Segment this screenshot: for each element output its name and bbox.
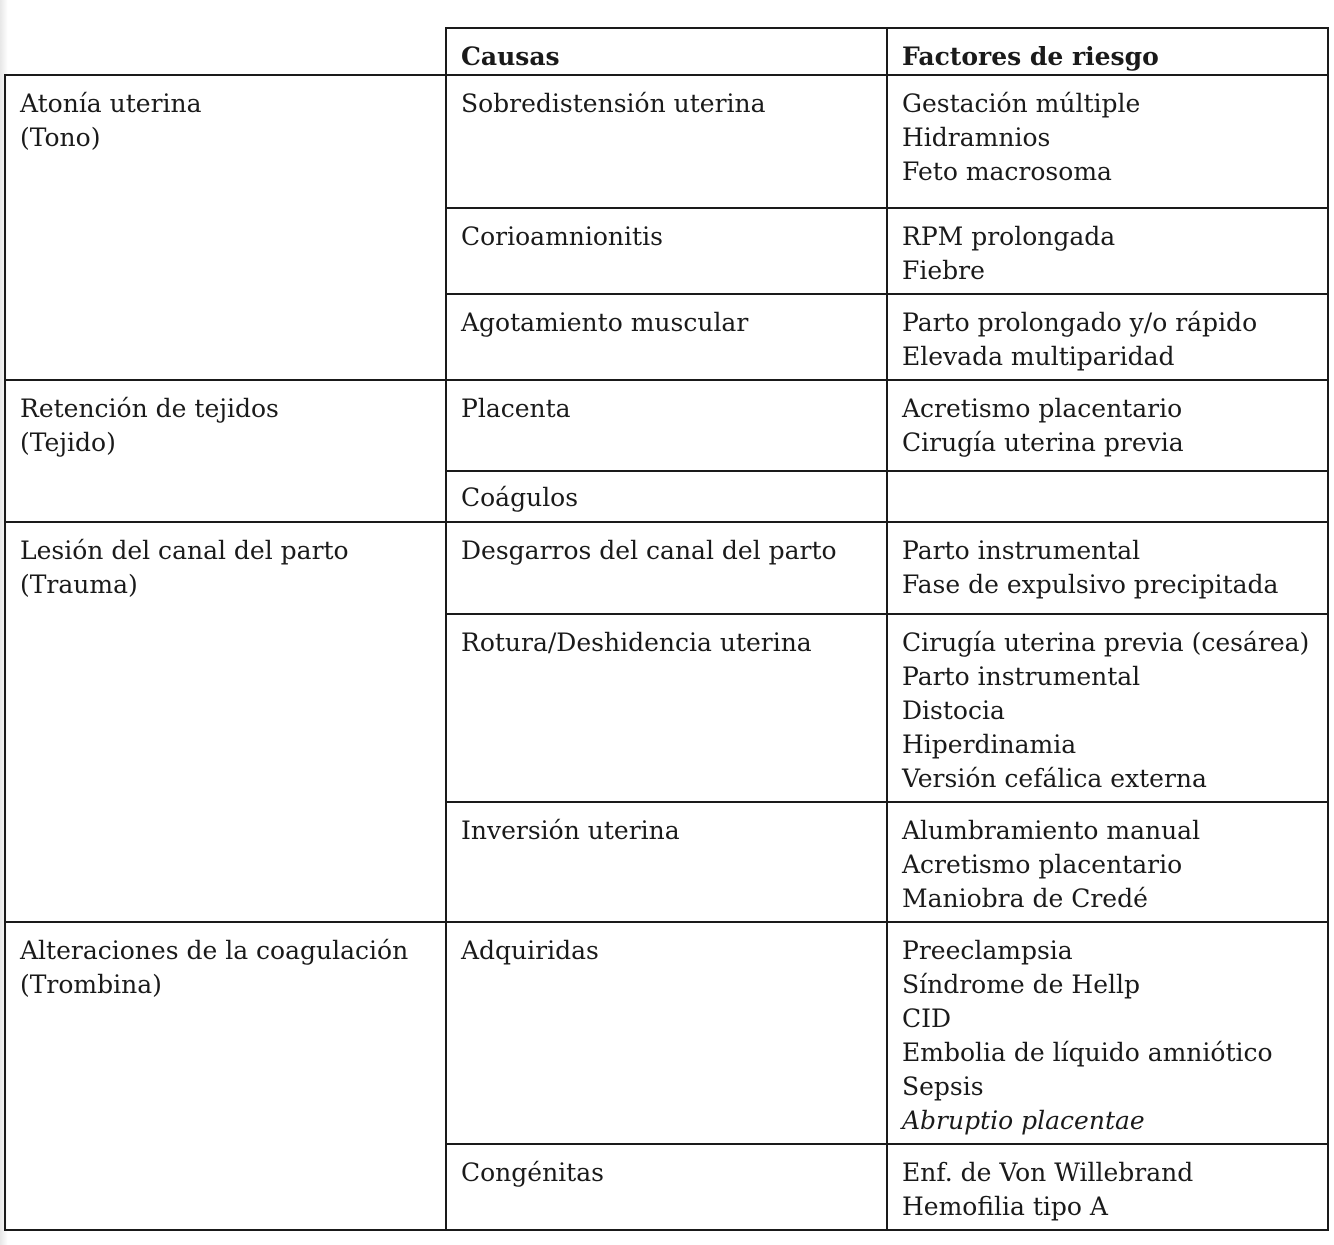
cause-cell: Rotura/Deshidencia uterina [446, 614, 887, 802]
factors-cell [887, 802, 1328, 922]
risk-factor: Acretismo placentario [902, 394, 1183, 423]
risk-factors-table [4, 27, 1329, 1231]
risk-factor: Parto instrumental [902, 536, 1141, 565]
cause-cell: Corioamnionitis [446, 208, 887, 294]
factors-cell [887, 294, 1328, 380]
factors-cell [887, 380, 1328, 471]
factors-cell [887, 922, 1328, 1144]
risk-factor: Feto macrosoma [902, 157, 1112, 186]
category-name: Atonía uterina [20, 89, 202, 118]
cause-cell: Coágulos [446, 471, 887, 522]
risk-factor: Hemofilia tipo A [902, 1192, 1108, 1221]
risk-factor: Alumbramiento manual [902, 816, 1201, 845]
factors-cell [887, 208, 1328, 294]
risk-factor: Acretismo placentario [902, 850, 1183, 879]
table-row [5, 75, 1328, 208]
risk-factor: Sepsis [902, 1072, 984, 1101]
risk-factor: Enf. de Von Willebrand [902, 1158, 1194, 1187]
risk-factor: Gestación múltiple [902, 89, 1141, 118]
risk-factor: Versión cefálica externa [902, 764, 1207, 793]
cause-cell: Adquiridas [446, 922, 887, 1144]
factors-cell [887, 522, 1328, 614]
header-blank-cell [5, 28, 446, 75]
table-row [5, 380, 1328, 471]
category-name: Alteraciones de la coagulación [20, 936, 409, 965]
cause-cell: Sobredistensión uterina [446, 75, 887, 208]
risk-factor: Maniobra de Credé [902, 884, 1148, 913]
header-risk-factors: Factores de riesgo [887, 28, 1328, 75]
risk-factor: Elevada multiparidad [902, 342, 1175, 371]
factors-cell-empty [887, 471, 1328, 522]
table-row [5, 922, 1328, 1144]
cause-cell: Desgarros del canal del parto [446, 522, 887, 614]
category-tag: (Trauma) [20, 570, 138, 599]
factors-cell [887, 75, 1328, 208]
category-tag: (Trombina) [20, 970, 162, 999]
category-name: Lesión del canal del parto [20, 536, 349, 565]
risk-factor: Fase de expulsivo precipitada [902, 570, 1279, 599]
risk-factor: Cirugía uterina previa (cesárea) [902, 628, 1310, 657]
cause-cell: Agotamiento muscular [446, 294, 887, 380]
risk-factor: Abruptio placentae [902, 1106, 1145, 1135]
factors-cell [887, 614, 1328, 802]
risk-factor: Parto instrumental [902, 662, 1141, 691]
category-cell [5, 922, 446, 1230]
category-cell [5, 75, 446, 380]
risk-factor: Preeclampsia [902, 936, 1073, 965]
risk-factor: Síndrome de Hellp [902, 970, 1141, 999]
risk-factor: Fiebre [902, 256, 985, 285]
category-cell [5, 380, 446, 522]
factors-cell [887, 1144, 1328, 1230]
category-tag: (Tejido) [20, 428, 116, 457]
risk-factor: Cirugía uterina previa [902, 428, 1184, 457]
risk-factor: Embolia de líquido amniótico [902, 1038, 1273, 1067]
table-header-row [5, 28, 1328, 75]
category-cell [5, 522, 446, 922]
cause-cell: Placenta [446, 380, 887, 471]
cause-cell: Congénitas [446, 1144, 887, 1230]
category-name: Retención de tejidos [20, 394, 279, 423]
table-row [5, 522, 1328, 614]
risk-factor: CID [902, 1004, 952, 1033]
header-causes: Causas [446, 28, 887, 75]
risk-factor: Hidramnios [902, 123, 1051, 152]
risk-factor: Hiperdinamia [902, 730, 1077, 759]
cause-cell: Inversión uterina [446, 802, 887, 922]
risk-factor: RPM prolongada [902, 222, 1116, 251]
risk-factor: Parto prolongado y/o rápido [902, 308, 1258, 337]
category-tag: (Tono) [20, 123, 101, 152]
risk-factor: Distocia [902, 696, 1005, 725]
